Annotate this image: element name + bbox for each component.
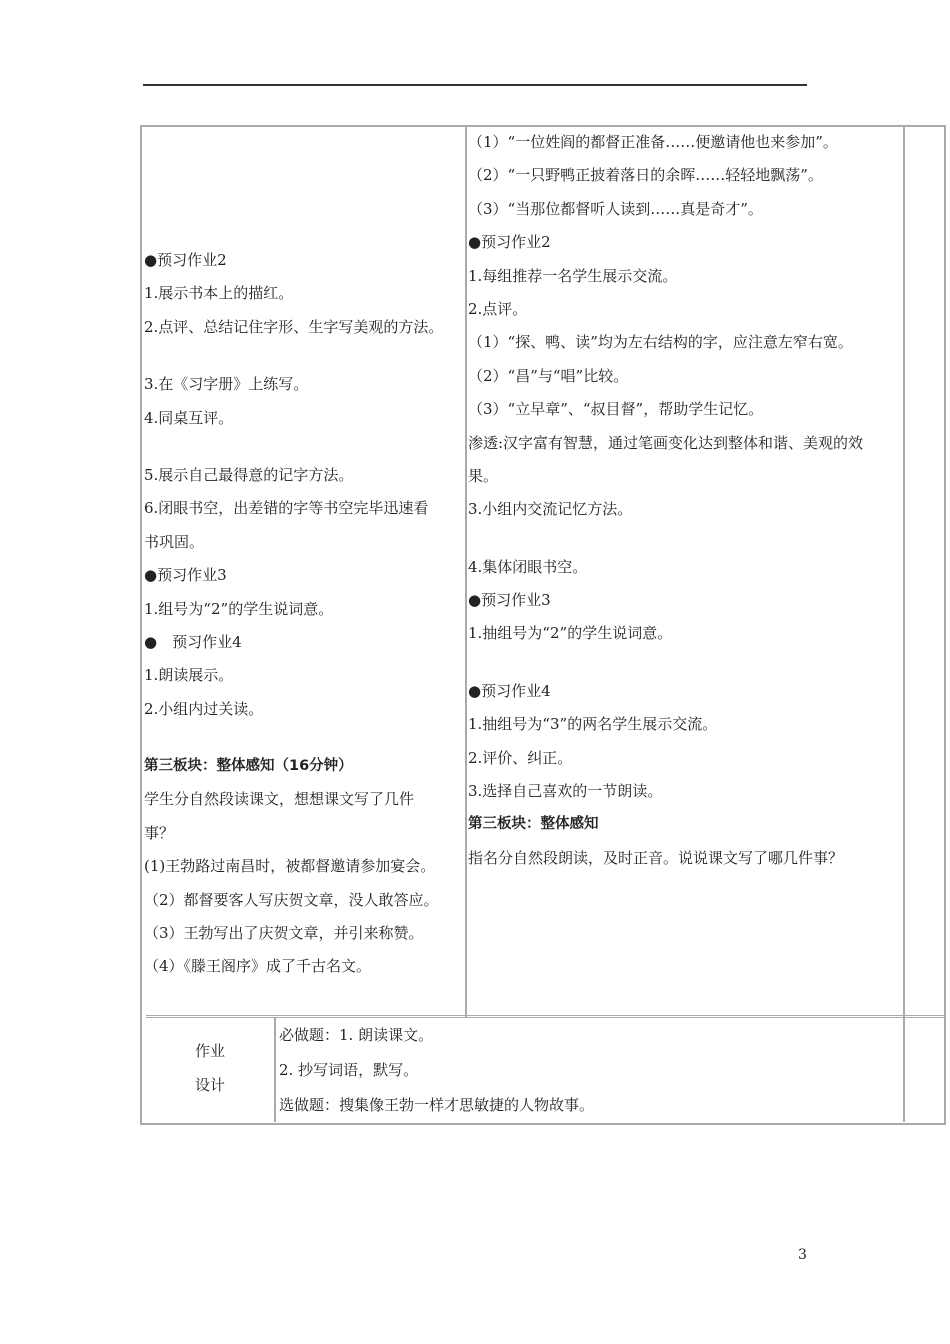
text-line: 渗透:汉字富有智慧，通过笔画变化达到整体和谐、美观的效 [468,433,864,452]
header-rule [143,84,807,86]
text-line: 4.集体闭眼书空。 [468,557,588,576]
text-line: 2.评价、纠正。 [468,748,573,767]
text-line: （3）“当那位都督听人读到……真是奇才”。 [468,199,763,218]
text-line: （2）都督要客人写庆贺文章，没人敢答应。 [144,890,439,909]
text-line: ●预习作业2 [144,251,227,269]
text-line: 3.选择自己喜欢的一节朗读。 [468,782,663,801]
text-line: 1.每组推荐一名学生展示交流。 [468,266,678,285]
text-line: 1.抽组号为“3”的两名学生展示交流。 [468,715,718,734]
text-line: （3）王勃写出了庆贺文章，并引来称赞。 [144,924,424,943]
text-line: 果。 [468,466,499,485]
text-line: （4）《滕王阁序》成了千古名文。 [144,957,372,976]
homework-label-line: 作业 [194,1042,225,1060]
text-line: 2.点评、总结记住字形、生字写美观的方法。 [144,317,444,336]
right-column [468,126,902,875]
text-line: （2）“一只野鸭正披着落日的余晖……轻轻地飘荡”。 [468,166,823,185]
text-line: (1)王勃路过南昌时，被都督邀请参加宴会。 [144,857,436,876]
text-line: ● 预习作业4 [144,632,242,651]
text-line: （1）“探、鸭、读”均为左右结构的字，应注意左窄右宽。 [468,333,853,352]
text-line: ●预习作业3 [144,566,227,585]
homework-line: 选做题：搜集像王勃一样才思敏捷的人物故事。 [279,1096,595,1114]
column-divider [465,127,467,1017]
homework-content [279,1018,594,1123]
text-line: 6.闭眼书空，出差错的字等书空完毕迅速看 [144,499,429,518]
text-line: （3）“立早章”、“叔目督”，帮助学生记忆。 [468,400,764,419]
homework-label [146,1034,274,1102]
homework-line: 必做题：1. 朗读课文。 [279,1026,434,1044]
text-line: 学生分自然段读课文，想想课文写了几件 [144,790,415,809]
text-line: 2.小组内过关读。 [144,699,264,718]
text-line: 1.朗读展示。 [144,666,234,685]
text-line: ●预习作业3 [468,591,551,610]
text-line: 1.组号为“2”的学生说词意。 [144,599,334,618]
text-line: 书巩固。 [144,532,205,551]
left-column [144,244,464,984]
text-line: 5.展示自己最得意的记字方法。 [144,465,354,484]
text-line: 2.点评。 [468,299,528,318]
section-title: 第三板块：整体感知（16分钟） [144,758,353,775]
homework-line: 2. 抄写词语，默写。 [279,1061,419,1079]
section-title: 第三板块：整体感知 [468,816,599,833]
text-line: （1）“一位姓阎的都督正准备……便邀请他也来参加”。 [468,133,838,151]
text-line: 3.小组内交流记忆方法。 [468,500,633,519]
text-line: 事？ [144,823,175,842]
column-divider [903,127,905,1122]
homework-label-line: 设计 [194,1076,225,1094]
text-line: 1.抽组号为“2”的学生说词意。 [468,624,673,643]
text-line: 4.同桌互评。 [144,408,234,427]
text-line: （2）“昌”与“唱”比较。 [468,366,629,385]
text-line: 3.在《习字册》上练写。 [144,375,309,394]
text-line: ●预习作业4 [468,681,551,700]
text-line: ●预习作业2 [468,233,551,252]
column-divider [274,1018,276,1122]
text-line: 指名分自然段朗读，及时正音。说说课文写了哪几件事？ [468,848,844,867]
text-line: 1.展示书本上的描红。 [144,284,294,303]
page-number: 3 [798,1247,807,1263]
